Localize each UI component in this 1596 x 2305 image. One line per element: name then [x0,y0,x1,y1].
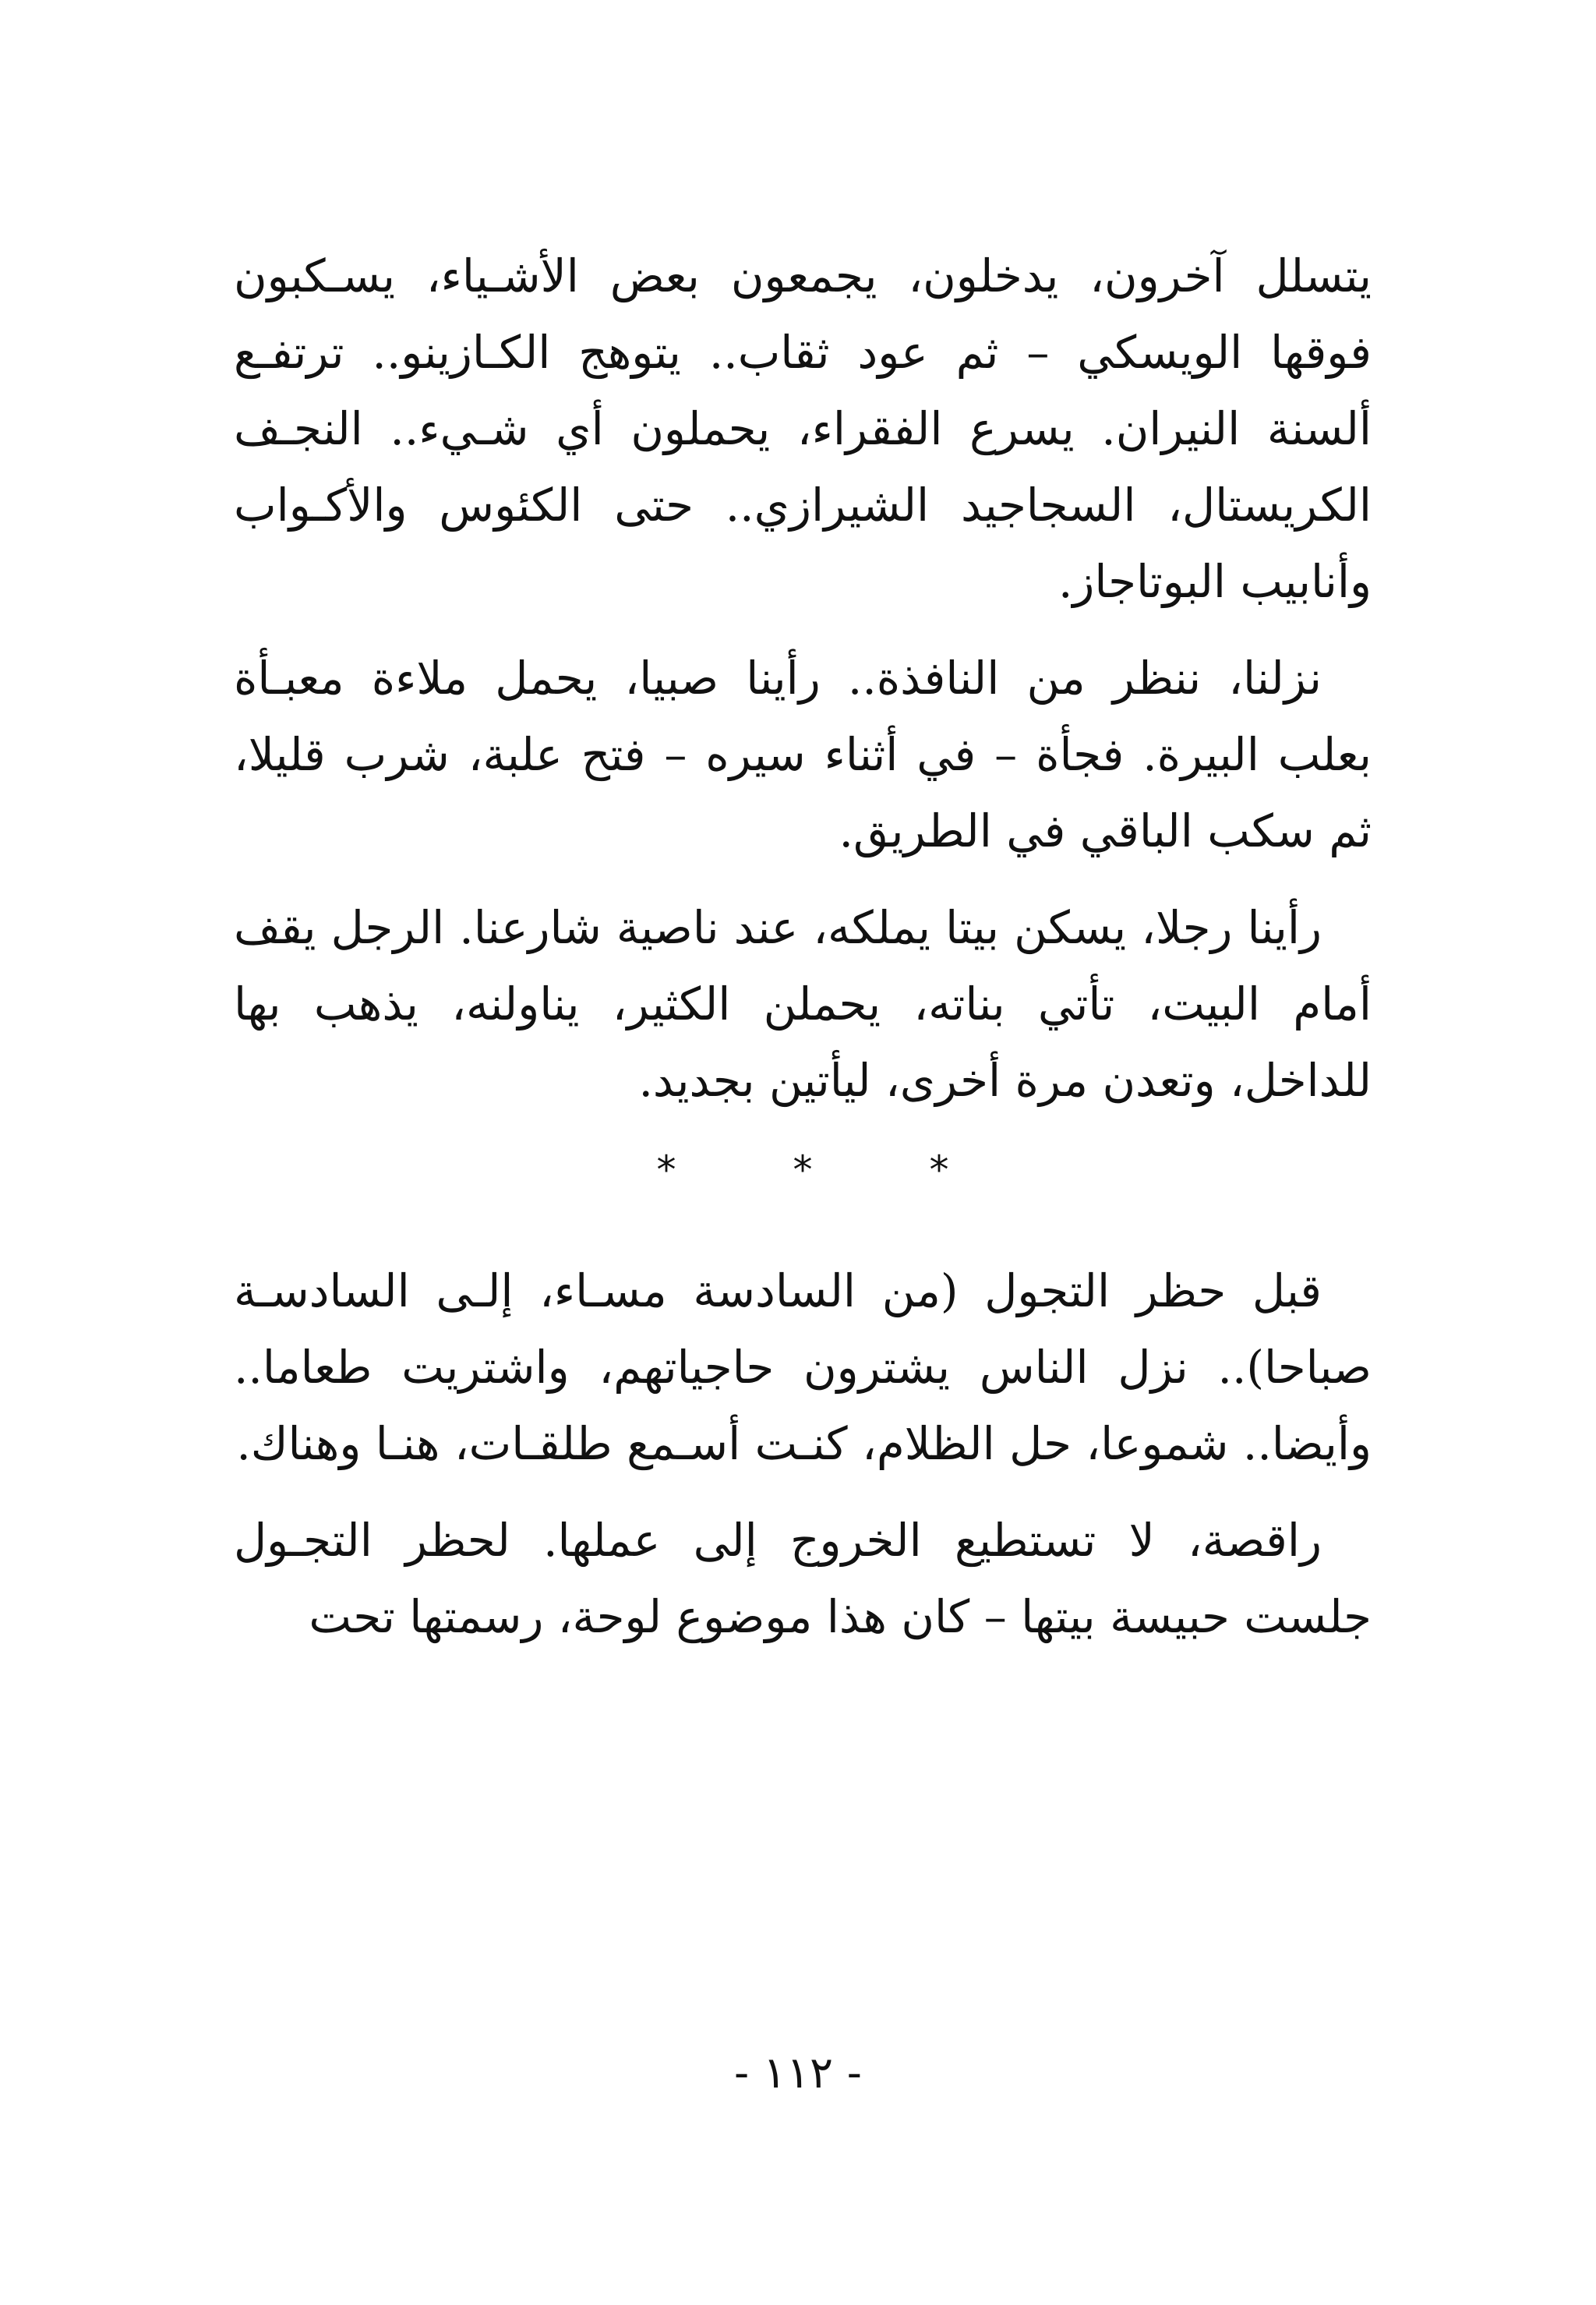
paragraph-1: يتسلل آخرون، يدخلون، يجمعون بعض الأشـياء، يسـكبون فوقها الويسكي – ثم عود ثقاب.. يتوهج الكـازينو.. ترتفـع ألسنة النيران. يسرع الفقراء، يحملون أي شـيء.. النجـف الكريستال، السجاجيد الشيرازي.. حتى الكئوس والأكـواب وأنابيب البوتاجاز. [234,249,1372,608]
separator-star: * [929,1147,949,1193]
page-number: - ١١٢ - [734,2048,862,2098]
paragraph-5: راقصة، لا تستطيع الخروج إلى عملها. لحظر التجـول جلست حبيسة بيتها – كان هذا موضوع لوحة، رسمتها تحت [234,1514,1372,1643]
separator-star: * [656,1147,676,1193]
separator-star: * [793,1147,813,1193]
paragraph-2: نزلنا، ننظر من النافذة.. رأينا صبيا، يحمل ملاءة معبـأة بعلب البيرة. فجأة – في أثناء سيره – فتح علبة، شرب قليلا، ثم سكب الباقي في الطريق. [234,652,1372,857]
section-separator [234,1139,1372,1201]
paragraph-3: رأينا رجلا، يسكن بيتا يملكه، عند ناصية شارعنا. الرجل يقف أمام البيت، تأتي بناته، يحملن الكثير، يناولنه، يذهب بها للداخل، وتعدن مرة أخرى، ليأتين بجديد. [234,901,1372,1107]
paragraph-4: قبل حظر التجول (من السادسة مسـاء، إلـى السادسـة صباحا).. نزل الناس يشترون حاجياتهم، واشتريت طعاما.. وأيضا.. شموعا، حل الظلام، كنـت أسـمع طلقـات، هنـا وهناك. [234,1264,1372,1470]
text-column [234,238,1372,1675]
